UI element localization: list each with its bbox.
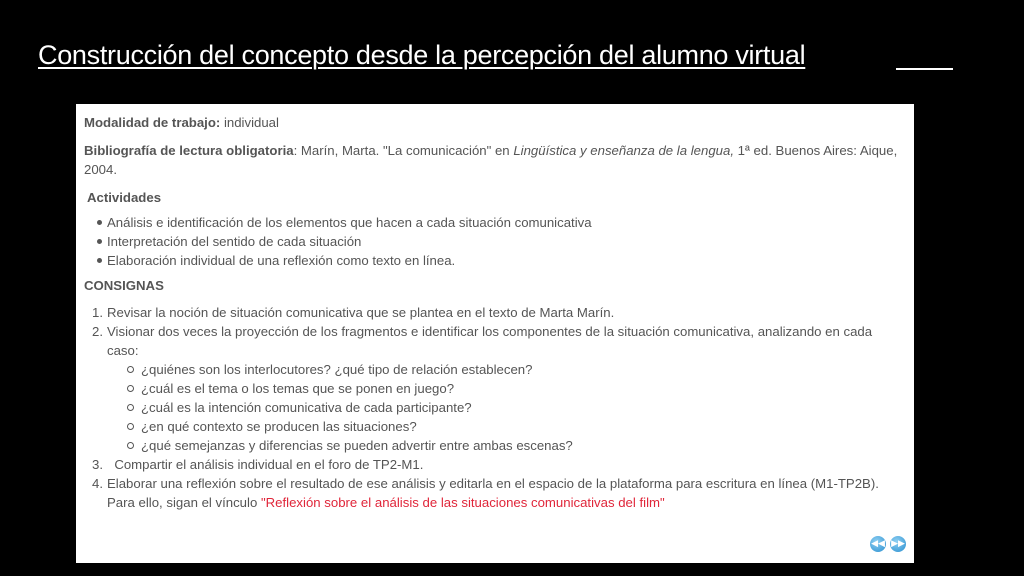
consigna-step-1 (92, 303, 906, 322)
step-number: 4. (92, 476, 103, 491)
bibliografia-row (84, 141, 906, 179)
list-item: ¿cuál es la intención comunicativa de cada participante? (127, 398, 906, 417)
consigna-step-3 (92, 455, 906, 474)
list-item: ¿qué semejanzas y diferencias se pueden advertir entre ambas escenas? (127, 436, 906, 455)
consigna-step-4 (92, 474, 906, 512)
bibliografia-book-title: Lingüística y enseñanza de la lengua, (513, 143, 734, 158)
step-number: 2. (92, 324, 103, 339)
consignas-heading: CONSIGNAS (84, 278, 164, 293)
step-number: 1. (92, 305, 103, 320)
list-item: ¿en qué contexto se producen las situaciones? (127, 417, 906, 436)
actividades-list (84, 213, 906, 270)
fast-forward-icon[interactable]: ▶▶ (890, 536, 906, 552)
content-panel (76, 104, 914, 563)
step-text: Visionar dos veces la proyección de los fragmentos e identificar los componentes de la situación comunicativa, analizando en cada caso: (107, 324, 873, 358)
list-item: Análisis e identificación de los elementos que hacen a cada situación comunicativa (97, 213, 906, 232)
modalidad-value: individual (220, 115, 279, 130)
bibliografia-text: : Marín, Marta. "La comunicación" en (293, 143, 514, 158)
analysis-questions-list (107, 360, 906, 455)
bibliografia-edition: 1ª ed. Buenos Aires: Aique, 2004. (84, 143, 898, 177)
list-item: Interpretación del sentido de cada situación (97, 232, 906, 251)
step-text: Elaborar una reflexión sobre el resultado de ese análisis y editarla en el espacio de la plataforma para escritura en línea (M1-TP2B). Para ello, sigan el vínculo (107, 476, 879, 510)
step-number: 3. (92, 457, 103, 472)
list-item: ¿quiénes son los interlocutores? ¿qué tipo de relación establecen? (127, 360, 906, 379)
modalidad-row (84, 113, 906, 132)
consignas-list (84, 303, 906, 512)
modalidad-label: Modalidad de trabajo: (84, 115, 221, 130)
step-text: Revisar la noción de situación comunicativa que se plantea en el texto de Marta Marín. (107, 305, 615, 320)
bibliografia-label: Bibliografía de lectura obligatoria (84, 143, 294, 158)
title-underline (896, 68, 953, 70)
actividades-heading: Actividades (87, 190, 162, 205)
list-item: ¿cuál es el tema o los temas que se ponen en juego? (127, 379, 906, 398)
slide-title: Construcción del concepto desde la percepción del alumno virtual (38, 40, 806, 70)
rewind-icon[interactable]: ◀◀ (870, 536, 886, 552)
list-item: Elaboración individual de una reflexión como texto en línea. (97, 251, 906, 270)
consigna-step-2 (92, 322, 906, 455)
page-nav (870, 536, 906, 552)
step-text: Compartir el análisis individual en el foro de TP2-M1. (107, 457, 424, 472)
reflexion-link[interactable]: "Reflexión sobre el análisis de las situaciones comunicativas del film" (260, 495, 665, 510)
